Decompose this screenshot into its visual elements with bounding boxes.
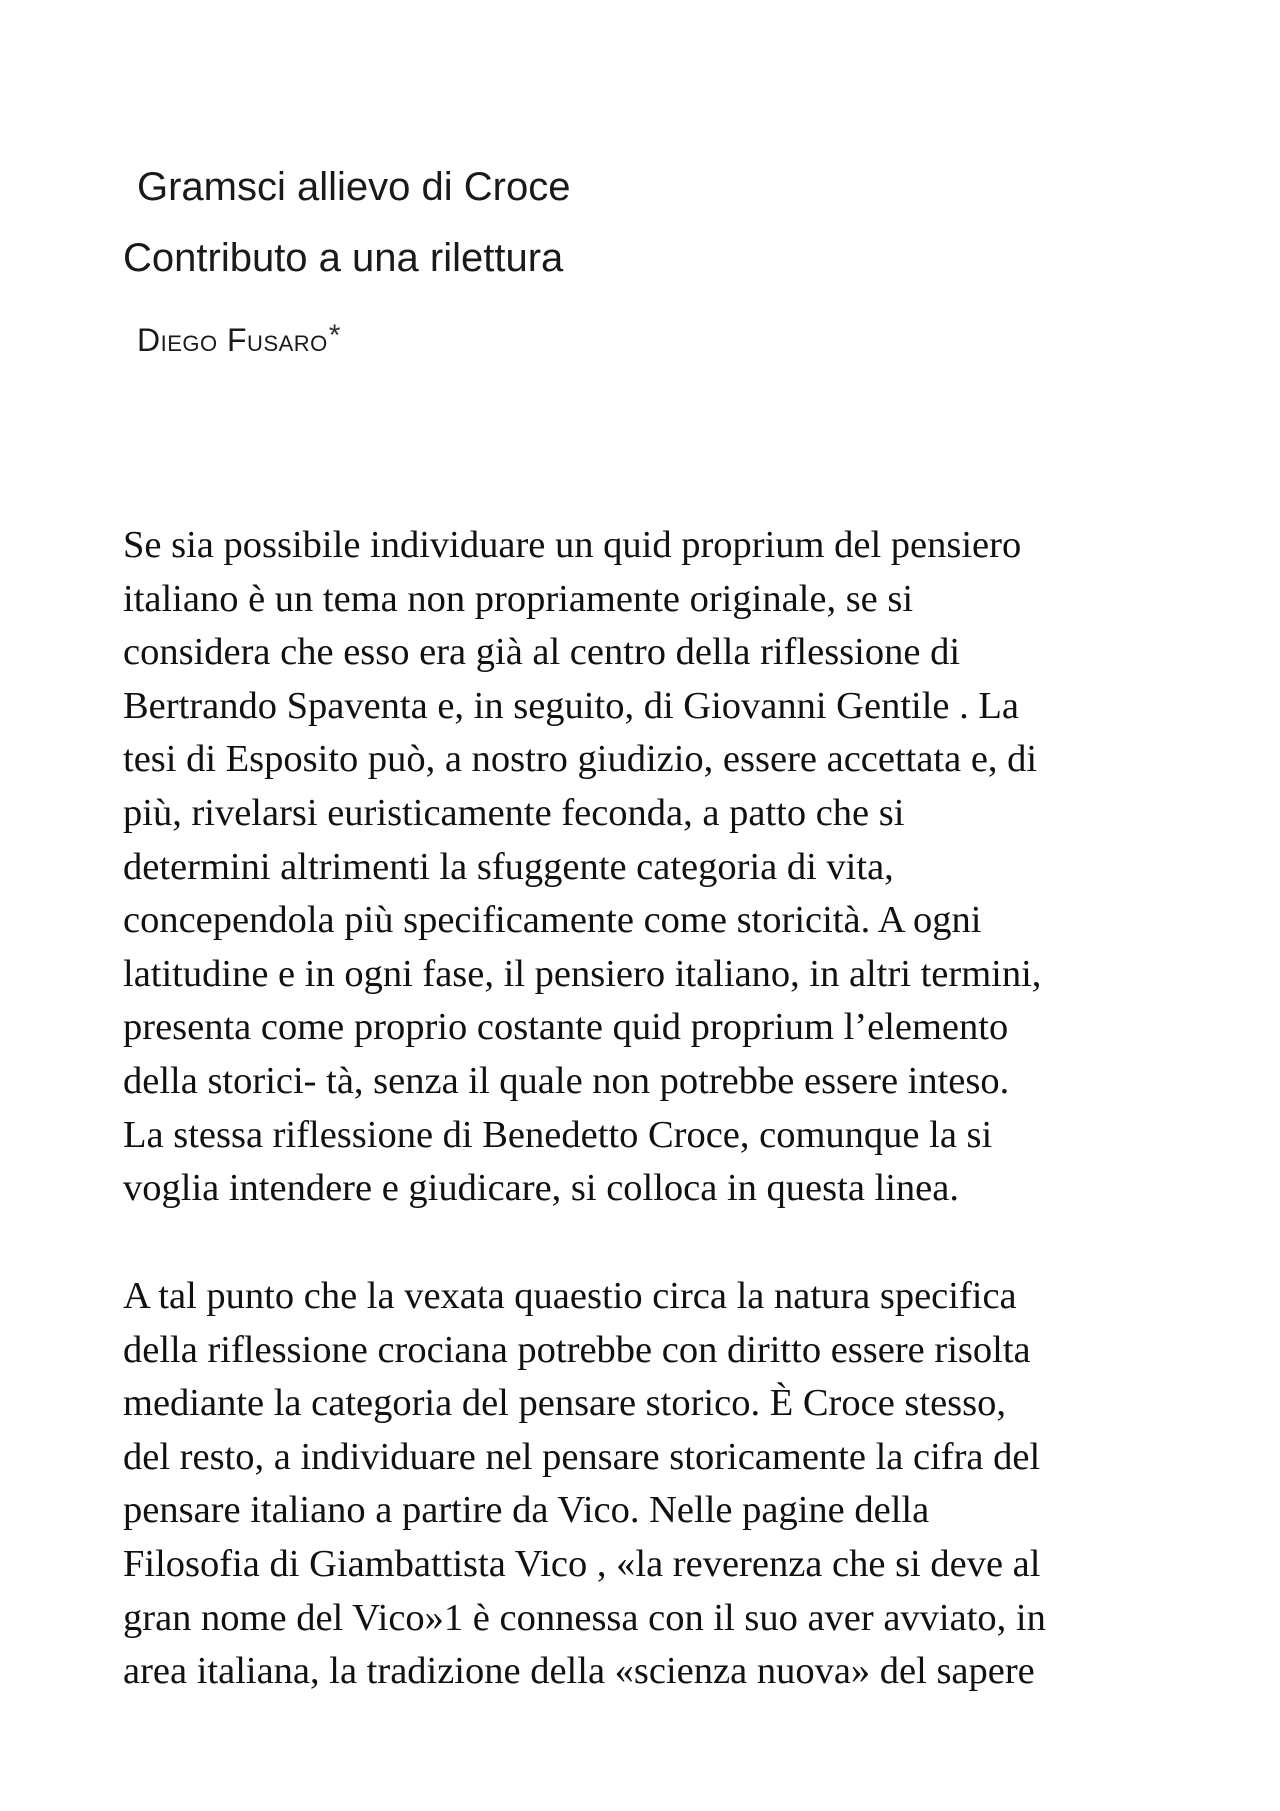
text-line: La stessa riflessione di Benedetto Croce, comunque la si <box>123 1113 993 1156</box>
text-line: gran nome del Vico»1 è connessa con il suo aver avviato, in <box>123 1596 1046 1639</box>
text-line: considera che esso era già al centro della riflessione di <box>123 631 961 674</box>
text-line: presenta come proprio costante quid proprium l’elemento <box>123 1006 1009 1049</box>
text-line: latitudine e in ogni fase, il pensiero italiano, in altri termini, <box>123 952 1042 995</box>
text-line: del resto, a individuare nel pensare storicamente la cifra del <box>123 1435 1041 1478</box>
text-line: della riflessione crociana potrebbe con diritto essere risolta <box>123 1328 1031 1371</box>
text-line: concependola più specificamente come storicità. A ogni <box>123 899 982 942</box>
text-line: più, rivelarsi euristicamente feconda, a patto che si <box>123 791 905 834</box>
text-line: determini altrimenti la sfuggente categoria di vita, <box>123 845 894 888</box>
text-line: della storici- tà, senza il quale non potrebbe essere inteso. <box>123 1059 1010 1102</box>
text-line: Bertrando Spaventa e, in seguito, di Giovanni Gentile . La <box>123 684 1019 727</box>
article-title: Gramsci allievo di Croce <box>137 165 571 209</box>
paragraph-2 <box>123 1270 1183 1699</box>
text-line: area italiana, la tradizione della «scienza nuova» del sapere <box>123 1650 1035 1693</box>
text-line: mediante la categoria del pensare storico. È Croce stesso, <box>123 1382 1007 1425</box>
text-line: A tal punto che la vexata quaestio circa la natura specifica <box>123 1275 1017 1317</box>
text-line: italiano è un tema non propriamente originale, se si <box>123 577 914 620</box>
text-line: tesi di Esposito può, a nostro giudizio, essere accettata e, di <box>123 738 1038 781</box>
author-name: Diego Fusaro <box>137 322 328 358</box>
author-byline <box>137 314 341 362</box>
text-line: Filosofia di Giambattista Vico , «la reverenza che si deve al <box>123 1542 1041 1585</box>
text-line: Se sia possibile individuare un quid proprium del pensiero <box>123 524 1022 566</box>
text-line: voglia intendere e giudicare, si colloca in questa linea. <box>123 1167 959 1210</box>
footnote-asterisk[interactable]: * <box>328 319 341 352</box>
paragraph-1 <box>123 519 1183 1216</box>
article-subtitle: Contributo a una rilettura <box>123 236 564 280</box>
text-line: pensare italiano a partire da Vico. Nelle pagine della <box>123 1489 930 1532</box>
